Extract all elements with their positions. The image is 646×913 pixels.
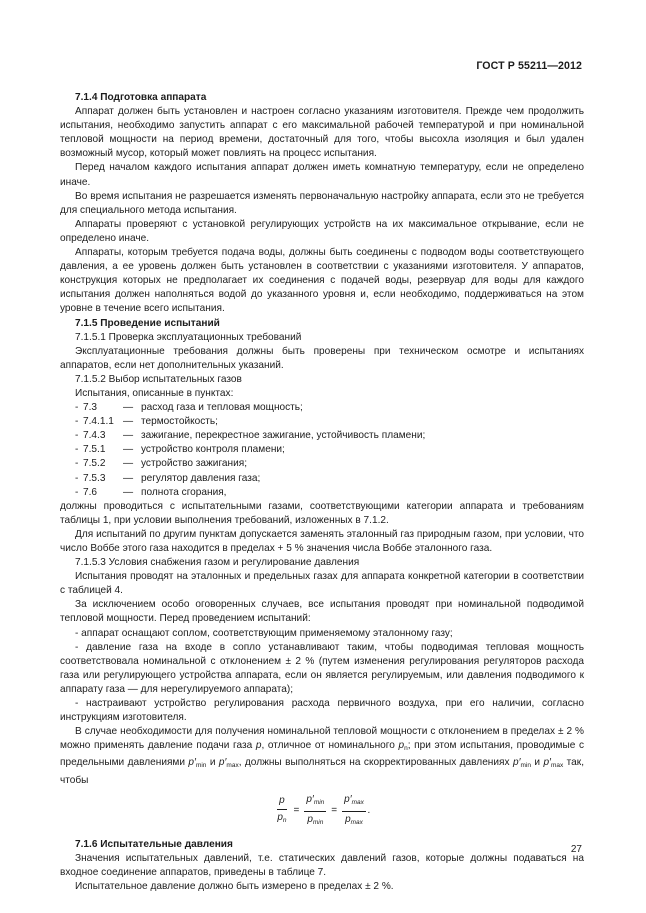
section-716-paragraph: Испытательное давление должно быть измерено в пределах ± 2 %. [75,881,394,893]
list-item: - 7.5.2 — устройство зажигания; [75,458,247,470]
subsection-7153-paragraph: Испытания проводят на эталонных и предельных газах для аппарата конкретной категории в соответствии с таблицей 4. [60,571,584,597]
fraction: $\frac{p'_{min}}{p_{min}}$ [306,793,325,826]
section-716-title: 7.1.6 Испытательные давления [75,838,233,850]
section-716-paragraph: Значения испытательных давлений, т.е. статических давлений газов, которые должны подаваться на входное соединение аппаратов, приведены в таблице 7. [60,852,584,878]
subsection-7151-text: Эксплуатационные требования должны быть проверены при техническом осмотре и испытаниях аппаратов, если нет дополнительных указаний. [60,345,584,371]
list-item: - 7.4.1.1 — термостойкость; [75,416,218,428]
test-list [60,401,584,500]
list-item: - 7.4.3 — зажигание, перекрестное зажигание, устойчивость пламени; [75,430,426,442]
subsection-7152-title: 7.1.5.2 Выбор испытательных газов [75,373,242,385]
fraction: $\frac{p}{p_n}$ [277,795,287,825]
section-714-paragraph: Перед началом каждого испытания аппарат должен иметь комнатную температуру, если не определено иначе. [60,162,584,188]
list-item: - 7.5.3 — регулятор давления газа; [75,472,261,484]
subsection-7152-after: должны проводиться с испытательными газами, соответствующими категории аппарата и требованиям таблицы 1, при условии выполнения требований, изложенных в 7.1.2. [60,500,584,526]
standard-header: ГОСТ Р 55211—2012 [476,60,582,72]
section-714-paragraph: Аппараты проверяют с установкой регулирующих устройств на их максимальное открывание, если не определено иначе. [60,218,584,244]
section-714-paragraph: Аппарат должен быть установлен и настроен согласно указаниям изготовителя. Прежде чем продолжить испытания, необходимо запустить аппарат с его максимальной рабочей температурой и при номинальной тепловой мощности на период времени, достаточный для того, чтобы высохла изоляция и был удален возможный мусор, который может повлиять на процесс испытания. [60,106,584,160]
pressure-paragraph: В случае необходимости для получения номинальной тепловой мощности с отклонением в пределах ± 2 % можно применять давление подачи газа p, отличное от номинального $p_n$; при этом испытания, проводимые с предельными давлениями $p'_{min}$ и $p'_{max}$, должны выполняться на скорректированных давлениях $p'_{min}$ и $p'_{max}$ так, чтобы [60,726,584,786]
subsection-7152-paragraph: Для испытаний по другим пунктам допускается заменять эталонный газ природным газом, при условии, что число Воббе этого газа находится в пределах + 5 % значения числа Воббе эталонного газа. [60,528,584,554]
subsection-7151-title: 7.1.5.1 Проверка эксплуатационных требований [75,331,302,343]
page-number: 27 [570,844,582,855]
subsection-7153-paragraph: За исключением особо оговоренных случаев, все испытания проводят при номинальной подводимой тепловой мощности. Перед проведением испытаний: [60,599,584,625]
list-item: - 7.3 — расход газа и тепловая мощность; [75,402,303,414]
pressure-formula: $\frac{p}{p_n}$ = $\frac{p'_{min}}{p_{min}}$ = $\frac{p'_{max}}{p_{max}}$ . [60,793,584,830]
list-item: - 7.6 — полнота сгорания, [75,486,227,498]
bullet-item: - настраивают устройство регулирования расхода первичного воздуха, при его наличии, согласно инструкциям изготовителя. [60,698,584,724]
page-content [60,91,584,894]
section-714-paragraph: Аппараты, которым требуется подача воды, должны быть соединены с подводом воды соответствующего давления, а ее уровень должен быть установлен в соответствии с указаниями изготовителя. У аппаратов, конструкция которых не предполагает их соединения с подачей воды, резервуар для воды для каждого испытания должен наполняться водой до указанного уровня и, если необходимо, поддерживаться на этом уровне в течение всего испытания. [60,247,584,315]
section-714-title: 7.1.4 Подготовка аппарата [75,92,207,103]
section-714-paragraph: Во время испытания не разрешается изменять первоначальную настройку аппарата, если это не требуется для специального метода испытания. [60,190,584,216]
bullet-item: - давление газа на входе в сопло устанавливают таким, чтобы подводимая тепловая мощность соответствовала номинальной с отклонением ± 2 % (путем изменения регулирования регуляторов расхода газа или регулирующего устройства аппарата, если он является регулируемым, или давления подводимого к аппарату газа — для нерегулируемого аппарата); [60,641,584,695]
subsection-7152-intro: Испытания, описанные в пунктах: [75,387,234,399]
subsection-7153-title: 7.1.5.3 Условия снабжения газом и регулирование давления [75,557,360,569]
list-item: - 7.5.1 — устройство контроля пламени; [75,444,285,456]
fraction: $\frac{p'_{max}}{p_{max}}$ [344,793,364,826]
section-715-title: 7.1.5 Проведение испытаний [75,317,220,329]
bullet-item: - аппарат оснащают соплом, соответствующим применяемому эталонному газу; [75,627,453,639]
